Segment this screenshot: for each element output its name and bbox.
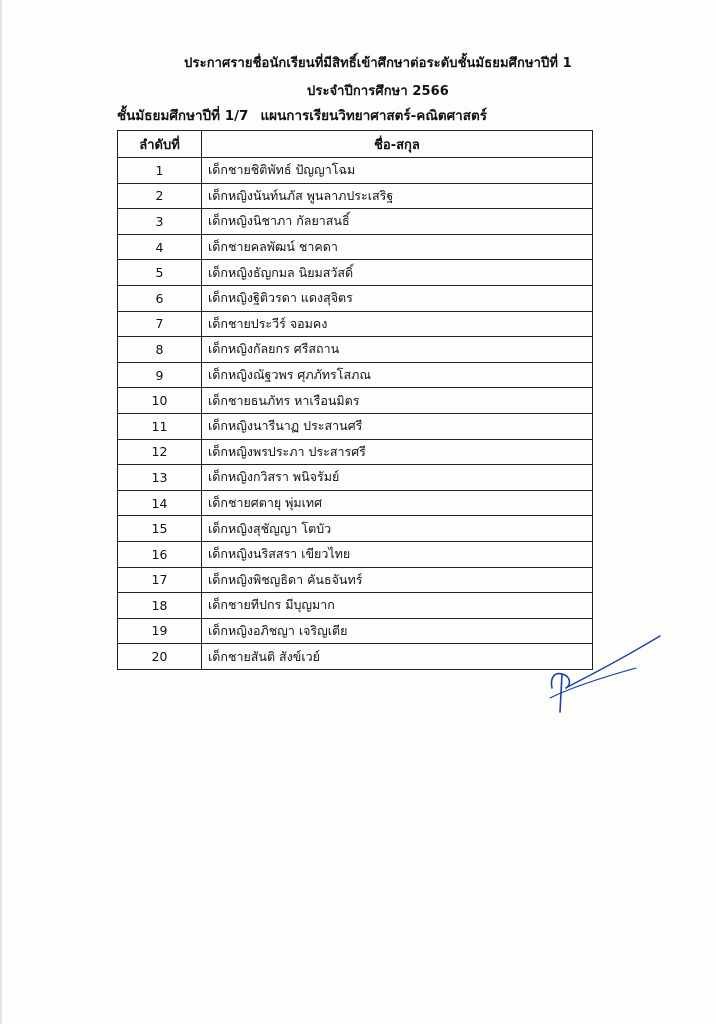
row-order-number: 3 [118, 209, 202, 235]
table-header-row [118, 131, 593, 158]
row-student-name: เด็กหญิงพรประภา ประสารศรี [202, 439, 593, 465]
row-student-name: เด็กหญิงอภิชญา เจริญเตีย [202, 618, 593, 644]
row-order-number: 20 [118, 644, 202, 670]
row-order-number: 12 [118, 439, 202, 465]
row-student-name: เด็กชายทีปกร มีบุญมาก [202, 593, 593, 619]
row-order-number: 14 [118, 490, 202, 516]
table-row [118, 413, 593, 439]
table-row [118, 337, 593, 363]
roster-body [118, 158, 593, 670]
row-student-name: เด็กหญิงธัญกมล นิยมสวัสดิ์ [202, 260, 593, 286]
table-row [118, 618, 593, 644]
table-row [118, 541, 593, 567]
class-label: ชั้นมัธยมศึกษาปีที่ 1/7 [117, 108, 249, 124]
row-order-number: 2 [118, 183, 202, 209]
row-order-number: 18 [118, 593, 202, 619]
table-row [118, 388, 593, 414]
row-order-number: 1 [118, 158, 202, 184]
row-student-name: เด็กหญิงกัลยกร ศรีสถาน [202, 337, 593, 363]
row-student-name: เด็กชายสันติ สังข์เวย์ [202, 644, 593, 670]
column-header-order: ลำดับที่ [118, 131, 202, 158]
class-program-heading [117, 104, 487, 126]
table-row [118, 567, 593, 593]
student-roster-table [117, 130, 593, 670]
row-student-name: เด็กหญิงนารีนาฏ ประสานศรี [202, 413, 593, 439]
row-order-number: 19 [118, 618, 202, 644]
row-order-number: 10 [118, 388, 202, 414]
table-row [118, 490, 593, 516]
row-student-name: เด็กชายชิติพัทธ์ ปัญญาโฉม [202, 158, 593, 184]
table-row [118, 209, 593, 235]
row-student-name: เด็กหญิงฐิติวรดา แดงสุจิตร [202, 285, 593, 311]
row-order-number: 8 [118, 337, 202, 363]
table-row [118, 158, 593, 184]
row-student-name: เด็กหญิงสุชัญญา โตบัว [202, 516, 593, 542]
row-student-name: เด็กชายศตายุ พุ่มเทศ [202, 490, 593, 516]
table-row [118, 465, 593, 491]
row-order-number: 7 [118, 311, 202, 337]
row-student-name: เด็กหญิงพิชญธิดา คันธจันทร์ [202, 567, 593, 593]
row-order-number: 11 [118, 413, 202, 439]
row-student-name: เด็กหญิงกวิสรา พนิจรัมย์ [202, 465, 593, 491]
row-order-number: 13 [118, 465, 202, 491]
table-row [118, 439, 593, 465]
table-row [118, 516, 593, 542]
row-order-number: 5 [118, 260, 202, 286]
row-order-number: 17 [118, 567, 202, 593]
row-student-name: เด็กหญิงนิชาภา กัลยาสนธิ์ [202, 209, 593, 235]
table-row [118, 260, 593, 286]
program-label: แผนการเรียนวิทยาศาสตร์-คณิตศาสตร์ [260, 108, 488, 124]
row-order-number: 4 [118, 234, 202, 260]
row-student-name: เด็กชายคลพัฒน์ ชาคดา [202, 234, 593, 260]
table-row [118, 234, 593, 260]
announcement-title: ประกาศรายชื่อนักเรียนที่มีสิทธิ์เข้าศึกษาต่อระดับชั้นมัธยมศึกษาปีที่ 1 [184, 56, 572, 71]
row-order-number: 9 [118, 362, 202, 388]
table-row [118, 644, 593, 670]
handwritten-signature [540, 628, 670, 718]
column-header-name: ชื่อ-สกุล [202, 131, 593, 158]
row-order-number: 16 [118, 541, 202, 567]
row-student-name: เด็กหญิงณัฐวพร ศุภภัทรโสภณ [202, 362, 593, 388]
academic-year-title: ประจำปีการศึกษา 2566 [307, 84, 449, 99]
row-order-number: 6 [118, 285, 202, 311]
page-edge [0, 0, 3, 1024]
row-student-name: เด็กหญิงนันท์นภัส พูนลาภประเสริฐ [202, 183, 593, 209]
table-row [118, 183, 593, 209]
table-row [118, 285, 593, 311]
table-row [118, 593, 593, 619]
row-student-name: เด็กชายธนภัทร หาเรือนมิตร [202, 388, 593, 414]
row-student-name: เด็กชายประวีร์ จอมคง [202, 311, 593, 337]
row-student-name: เด็กหญิงนริสสรา เขียวไทย [202, 541, 593, 567]
row-order-number: 15 [118, 516, 202, 542]
table-row [118, 311, 593, 337]
table-row [118, 362, 593, 388]
